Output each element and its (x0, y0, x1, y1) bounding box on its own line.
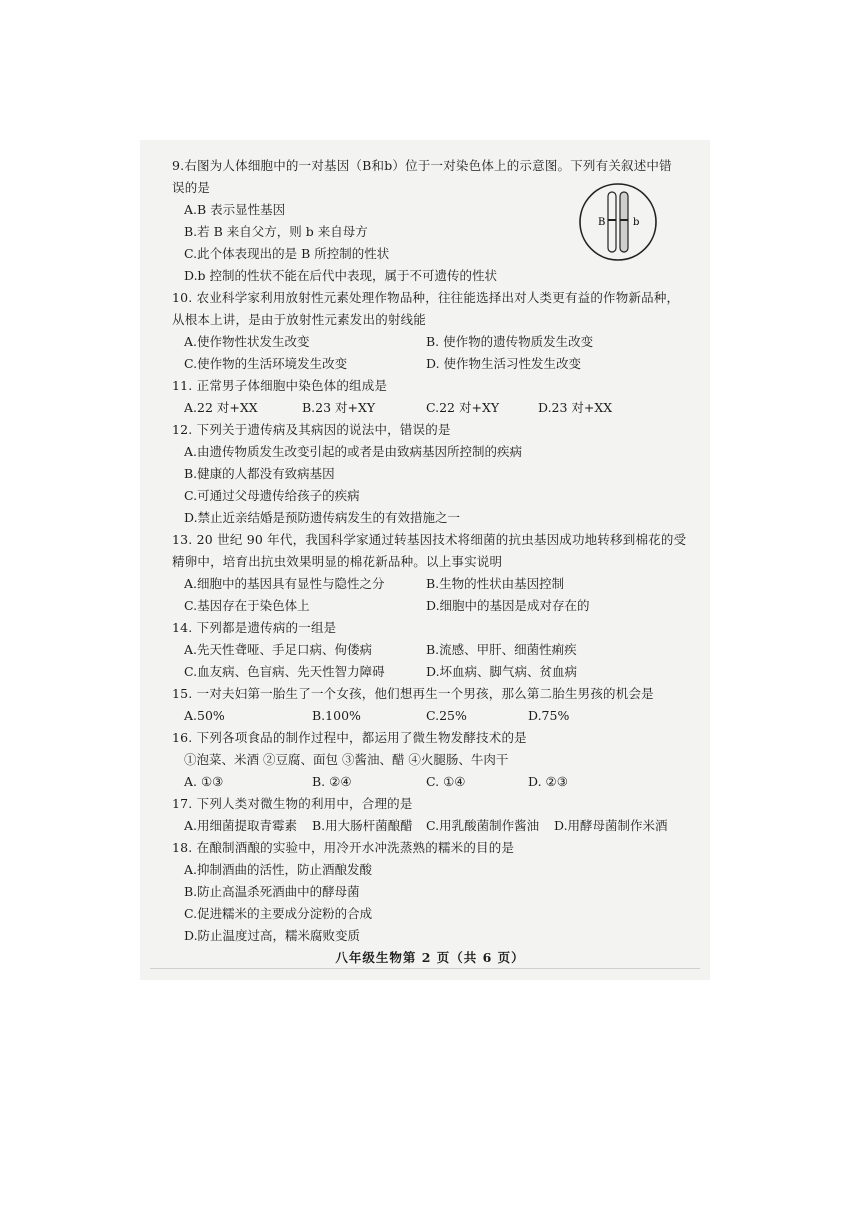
q10-option-b: B. 使作物的遗传物质发生改变 (426, 334, 594, 349)
q17-option-c: C.用乳酸菌制作酱油 (426, 818, 540, 833)
q13-option-b: B.生物的性状由基因控制 (426, 576, 565, 591)
q13-option-a: A.细胞中的基因具有显性与隐性之分 (184, 576, 385, 591)
q17-option-d: D.用酵母菌制作米酒 (554, 818, 668, 833)
q18-option-a: A.抑制酒曲的活性，防止酒酿发酸 (184, 862, 373, 877)
chromosome-diagram (578, 180, 658, 264)
q18-option-d: D.防止温度过高，糯米腐败变质 (184, 928, 361, 943)
q18-option-c: C.促进糯米的主要成分淀粉的合成 (184, 906, 373, 921)
gene-label-b: b (633, 217, 640, 228)
q10-option-c: C.使作物的生活环境发生改变 (184, 356, 348, 371)
footer-divider (150, 968, 700, 969)
q15-option-a: A.50% (184, 708, 225, 723)
q18-stem: 18. 在酿制酒酿的实验中，用冷开水冲洗蒸熟的糯米的目的是 (172, 840, 515, 855)
q9-option-c: C.此个体表现出的是 B 所控制的性状 (184, 246, 390, 261)
q14-option-c: C.血友病、色盲病、先天性智力障碍 (184, 664, 385, 679)
q13-stem-line1: 13. 20 世纪 90 年代，我国科学家通过转基因技术将细菌的抗虫基因成功地转移到棉花的受 (172, 532, 687, 547)
q9-stem-line1: 9.右图为人体细胞中的一对基因（B和b）位于一对染色体上的示意图。下列有关叙述中错 (172, 158, 672, 173)
q12-option-b: B.健康的人都没有致病基因 (184, 466, 335, 481)
q9-option-d: D.b 控制的性状不能在后代中表现，属于不可遗传的性状 (184, 268, 498, 283)
q16-option-a: A. ①③ (184, 774, 224, 789)
q10-stem-line1: 10. 农业科学家利用放射性元素处理作物品种，往往能选择出对人类更有益的作物新品种， (172, 290, 680, 305)
q14-option-d: D.坏血病、脚气病、贫血病 (426, 664, 578, 679)
q11-stem: 11. 正常男子体细胞中染色体的组成是 (172, 378, 388, 393)
q10-stem-line2: 从根本上讲，是由于放射性元素发出的射线能 (172, 312, 427, 327)
q17-option-a: A.用细菌提取青霉素 (184, 818, 298, 833)
q16-option-c: C. ①④ (426, 774, 466, 789)
q11-option-c: C.22 对+XY (426, 400, 500, 415)
q11-option-b: B.23 对+XY (302, 400, 376, 415)
q13-option-c: C.基因存在于染色体上 (184, 598, 310, 613)
q12-option-d: D.禁止近亲结婚是预防遗传病发生的有效措施之一 (184, 510, 461, 525)
q9-stem-line2: 误的是 (172, 180, 211, 195)
q11-option-a: A.22 对+XX (184, 400, 258, 415)
q11-option-d: D.23 对+XX (538, 400, 613, 415)
q17-stem: 17. 下列人类对微生物的利用中，合理的是 (172, 796, 413, 811)
gene-label-B: B (598, 217, 606, 228)
q13-option-d: D.细胞中的基因是成对存在的 (426, 598, 590, 613)
q10-option-a: A.使作物性状发生改变 (184, 334, 310, 349)
q15-option-d: D.75% (528, 708, 570, 723)
q15-option-b: B.100% (312, 708, 361, 723)
diagram-circle (580, 184, 656, 260)
q14-option-b: B.流感、甲肝、细菌性痢疾 (426, 642, 577, 657)
q16-items: ①泡菜、米酒 ②豆腐、面包 ③酱油、醋 ④火腿肠、牛肉干 (184, 752, 509, 767)
q9-option-b: B.若 B 来自父方，则 b 来自母方 (184, 224, 368, 239)
chromosome-left (608, 192, 616, 252)
q12-option-c: C.可通过父母遗传给孩子的疾病 (184, 488, 360, 503)
chromosome-right (620, 192, 628, 252)
page-footer: 八年级生物第 2 页（共 6 页） (335, 950, 525, 965)
q16-option-b: B. ②④ (312, 774, 352, 789)
q15-option-c: C.25% (426, 708, 467, 723)
q14-option-a: A.先天性聋哑、手足口病、佝偻病 (184, 642, 373, 657)
q16-option-d: D. ②③ (528, 774, 568, 789)
q15-stem: 15. 一对夫妇第一胎生了一个女孩，他们想再生一个男孩，那么第二胎生男孩的机会是 (172, 686, 654, 701)
q9-option-a: A.B 表示显性基因 (184, 202, 286, 217)
q18-option-b: B.防止高温杀死酒曲中的酵母菌 (184, 884, 360, 899)
q10-option-d: D. 使作物生活习性发生改变 (426, 356, 582, 371)
q12-stem: 12. 下列关于遗传病及其病因的说法中，错误的是 (172, 422, 451, 437)
q14-stem: 14. 下列都是遗传病的一组是 (172, 620, 337, 635)
q12-option-a: A.由遗传物质发生改变引起的或者是由致病基因所控制的疾病 (184, 444, 523, 459)
q16-stem: 16. 下列各项食品的制作过程中，都运用了微生物发酵技术的是 (172, 730, 527, 745)
q17-option-b: B.用大肠杆菌酿醋 (312, 818, 413, 833)
q13-stem-line2: 精卵中，培育出抗虫效果明显的棉花新品种。以上事实说明 (172, 554, 503, 569)
